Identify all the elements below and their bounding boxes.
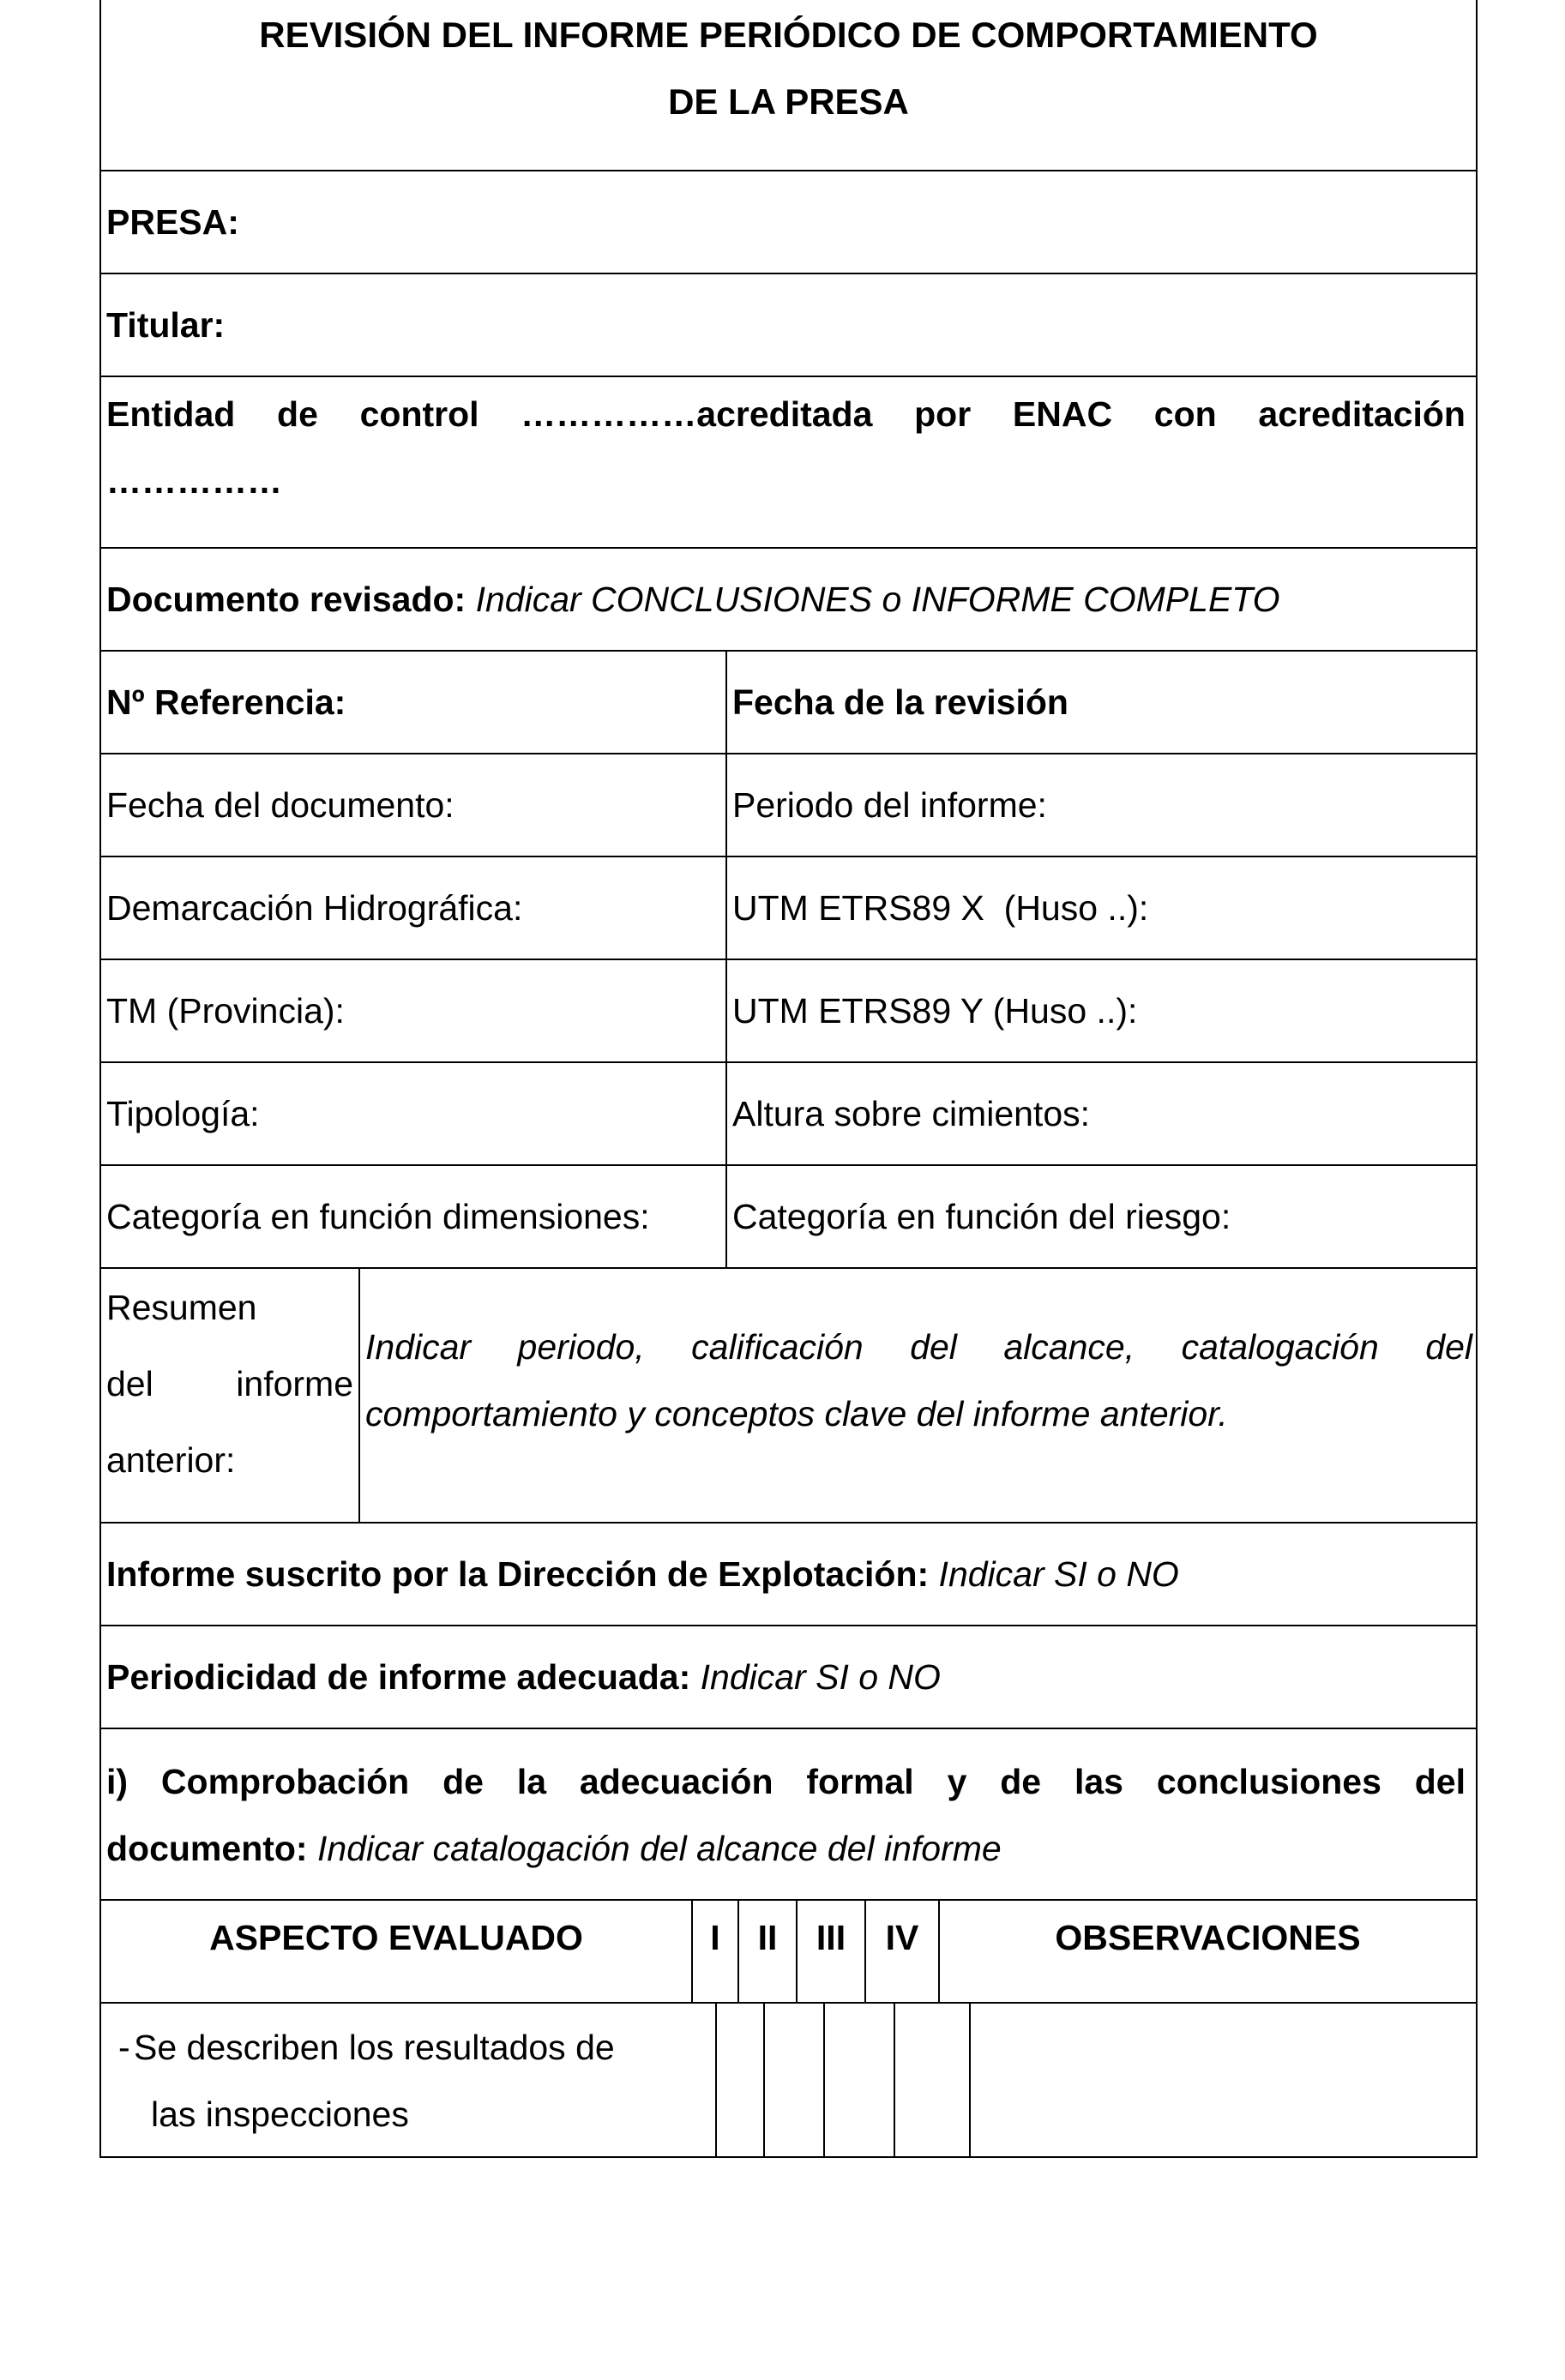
- entidad-word: de: [277, 394, 318, 434]
- rating-cell-iii[interactable]: [825, 2004, 895, 2156]
- resumen-label-line-1: Resumen: [106, 1288, 257, 1327]
- documento-value: Indicar CONCLUSIONES o INFORME COMPLETO: [475, 580, 1280, 619]
- suscrito-field: [101, 1524, 1476, 1608]
- resumen-word: alcance,: [1003, 1327, 1135, 1367]
- fecha-documento-row: [101, 753, 1476, 856]
- comprobacion-word: adecuación: [579, 1762, 773, 1801]
- titular-label: Titular:: [106, 305, 226, 345]
- evaluation-header-row: [101, 1899, 1476, 2002]
- resumen-row: [101, 1267, 1476, 1522]
- form-title-line-2: DE LA PRESA: [668, 81, 909, 122]
- cat-riesgo-label: Categoría en función del riesgo:: [732, 1197, 1231, 1236]
- aspecto-cell: [101, 2004, 717, 2156]
- list-dash: -: [118, 2028, 130, 2067]
- periodicidad-field: [101, 1626, 1476, 1710]
- resumen-word: del: [1425, 1327, 1472, 1367]
- comprobacion-word: conclusiones: [1156, 1762, 1381, 1801]
- header-iii: III: [798, 1901, 866, 2002]
- resumen-label-line-2: [106, 1341, 353, 1427]
- observaciones-cell[interactable]: [971, 2004, 1476, 2156]
- resumen-value: [360, 1269, 1476, 1522]
- resumen-word: catalogación: [1181, 1327, 1379, 1367]
- tipologia-label: Tipología:: [101, 1063, 727, 1164]
- aspecto-text: Se describen los resultados de: [134, 2028, 615, 2067]
- documento-row: [101, 547, 1476, 650]
- periodicidad-label: Periodicidad de informe adecuada:: [106, 1657, 691, 1697]
- comprobacion-word: i): [106, 1762, 129, 1801]
- titular-row: [101, 273, 1476, 376]
- rating-cell-ii[interactable]: [765, 2004, 825, 2156]
- categoria-row: [101, 1164, 1476, 1267]
- entidad-row: [101, 376, 1476, 547]
- entidad-line-1: [106, 381, 1471, 448]
- rating-cell-i[interactable]: [717, 2004, 765, 2156]
- header-observaciones: OBSERVACIONES: [1055, 1918, 1361, 1957]
- comprobacion-word: las: [1074, 1762, 1123, 1801]
- referencia-label: Nº Referencia:: [101, 652, 727, 753]
- entidad-word: con: [1153, 394, 1217, 434]
- resumen-value-line-1: [365, 1313, 1472, 1380]
- presa-row: [101, 170, 1476, 273]
- resumen-word: Indicar: [365, 1327, 472, 1367]
- periodo-informe-label: Periodo del informe:: [732, 785, 1047, 825]
- table-row: [101, 2002, 1476, 2156]
- altura-label: Altura sobre cimientos:: [732, 1094, 1091, 1133]
- comprobacion-word: de: [1000, 1762, 1042, 1801]
- suscrito-row: [101, 1522, 1476, 1625]
- resumen-label-line-3: anterior:: [106, 1440, 236, 1480]
- aspecto-line-1: [118, 2014, 710, 2081]
- comprobacion-word: Comprobación: [160, 1762, 410, 1801]
- resumen-value-line-2: comportamiento y conceptos clave del informe anterior.: [365, 1394, 1228, 1433]
- periodicidad-row: [101, 1625, 1476, 1728]
- documento-label: Documento revisado:: [106, 580, 466, 619]
- entidad-word: acreditación: [1258, 394, 1466, 434]
- utm-y-label: UTM ETRS89 Y (Huso ..):: [732, 991, 1138, 1031]
- resumen-word: periodo,: [517, 1327, 645, 1367]
- resumen-word: calificación: [691, 1327, 864, 1367]
- entidad-word: ……………acreditada: [521, 394, 873, 434]
- header-iv: IV: [866, 1901, 940, 2002]
- resumen-label-word: del: [106, 1364, 153, 1403]
- fecha-revision-label: Fecha de la revisión: [732, 682, 1068, 722]
- form-title: [101, 0, 1476, 170]
- provincia-label: TM (Provincia):: [101, 960, 727, 1061]
- comprobacion-field: [101, 1729, 1476, 1882]
- documento-field: [101, 549, 1476, 633]
- entidad-word: ENAC: [1012, 394, 1113, 434]
- entidad-word: Entidad: [106, 394, 236, 434]
- provincia-row: [101, 959, 1476, 1061]
- dam-report-review-form: [99, 0, 1478, 2158]
- header-i: I: [693, 1901, 739, 2002]
- suscrito-label: Informe suscrito por la Dirección de Explotación:: [106, 1554, 930, 1594]
- comprobacion-word: formal: [806, 1762, 914, 1801]
- header-aspecto: ASPECTO EVALUADO: [101, 1901, 693, 2002]
- tipologia-row: [101, 1061, 1476, 1164]
- comprobacion-word: la: [516, 1762, 547, 1801]
- resumen-word: del: [910, 1327, 957, 1367]
- aspecto-line-2: las inspecciones: [151, 2095, 409, 2134]
- suscrito-value: Indicar SI o NO: [938, 1554, 1179, 1594]
- fecha-documento-label: Fecha del documento:: [101, 754, 727, 856]
- entidad-word: control: [359, 394, 479, 434]
- cat-dimensiones-label: Categoría en función dimensiones:: [101, 1166, 727, 1267]
- comprobacion-label: documento:: [106, 1829, 308, 1868]
- rating-cell-iv[interactable]: [895, 2004, 971, 2156]
- utm-x-label: UTM ETRS89 X (Huso ..):: [732, 888, 1149, 928]
- comprobacion-word: de: [442, 1762, 484, 1801]
- presa-label: PRESA:: [106, 202, 239, 242]
- comprobacion-line-1: [106, 1748, 1471, 1815]
- referencia-row: [101, 650, 1476, 753]
- entidad-label: [101, 377, 1476, 514]
- resumen-label: [101, 1269, 360, 1522]
- comprobacion-word: y: [947, 1762, 967, 1801]
- comprobacion-word: del: [1414, 1762, 1466, 1801]
- demarcacion-row: [101, 856, 1476, 959]
- resumen-label-word: informe: [236, 1364, 353, 1403]
- comprobacion-value: Indicar catalogación del alcance del informe: [317, 1829, 1002, 1868]
- periodicidad-value: Indicar SI o NO: [700, 1657, 941, 1697]
- comprobacion-line-2: [106, 1815, 1471, 1882]
- header-ii: II: [739, 1901, 798, 2002]
- form-title-line-1: REVISIÓN DEL INFORME PERIÓDICO DE COMPORTAMIENTO: [259, 15, 1318, 55]
- entidad-word: por: [914, 394, 972, 434]
- comprobacion-row: [101, 1728, 1476, 1899]
- demarcacion-label: Demarcación Hidrográfica:: [101, 857, 727, 959]
- form-title-row: [101, 0, 1476, 170]
- entidad-line-2: ……………: [106, 461, 282, 501]
